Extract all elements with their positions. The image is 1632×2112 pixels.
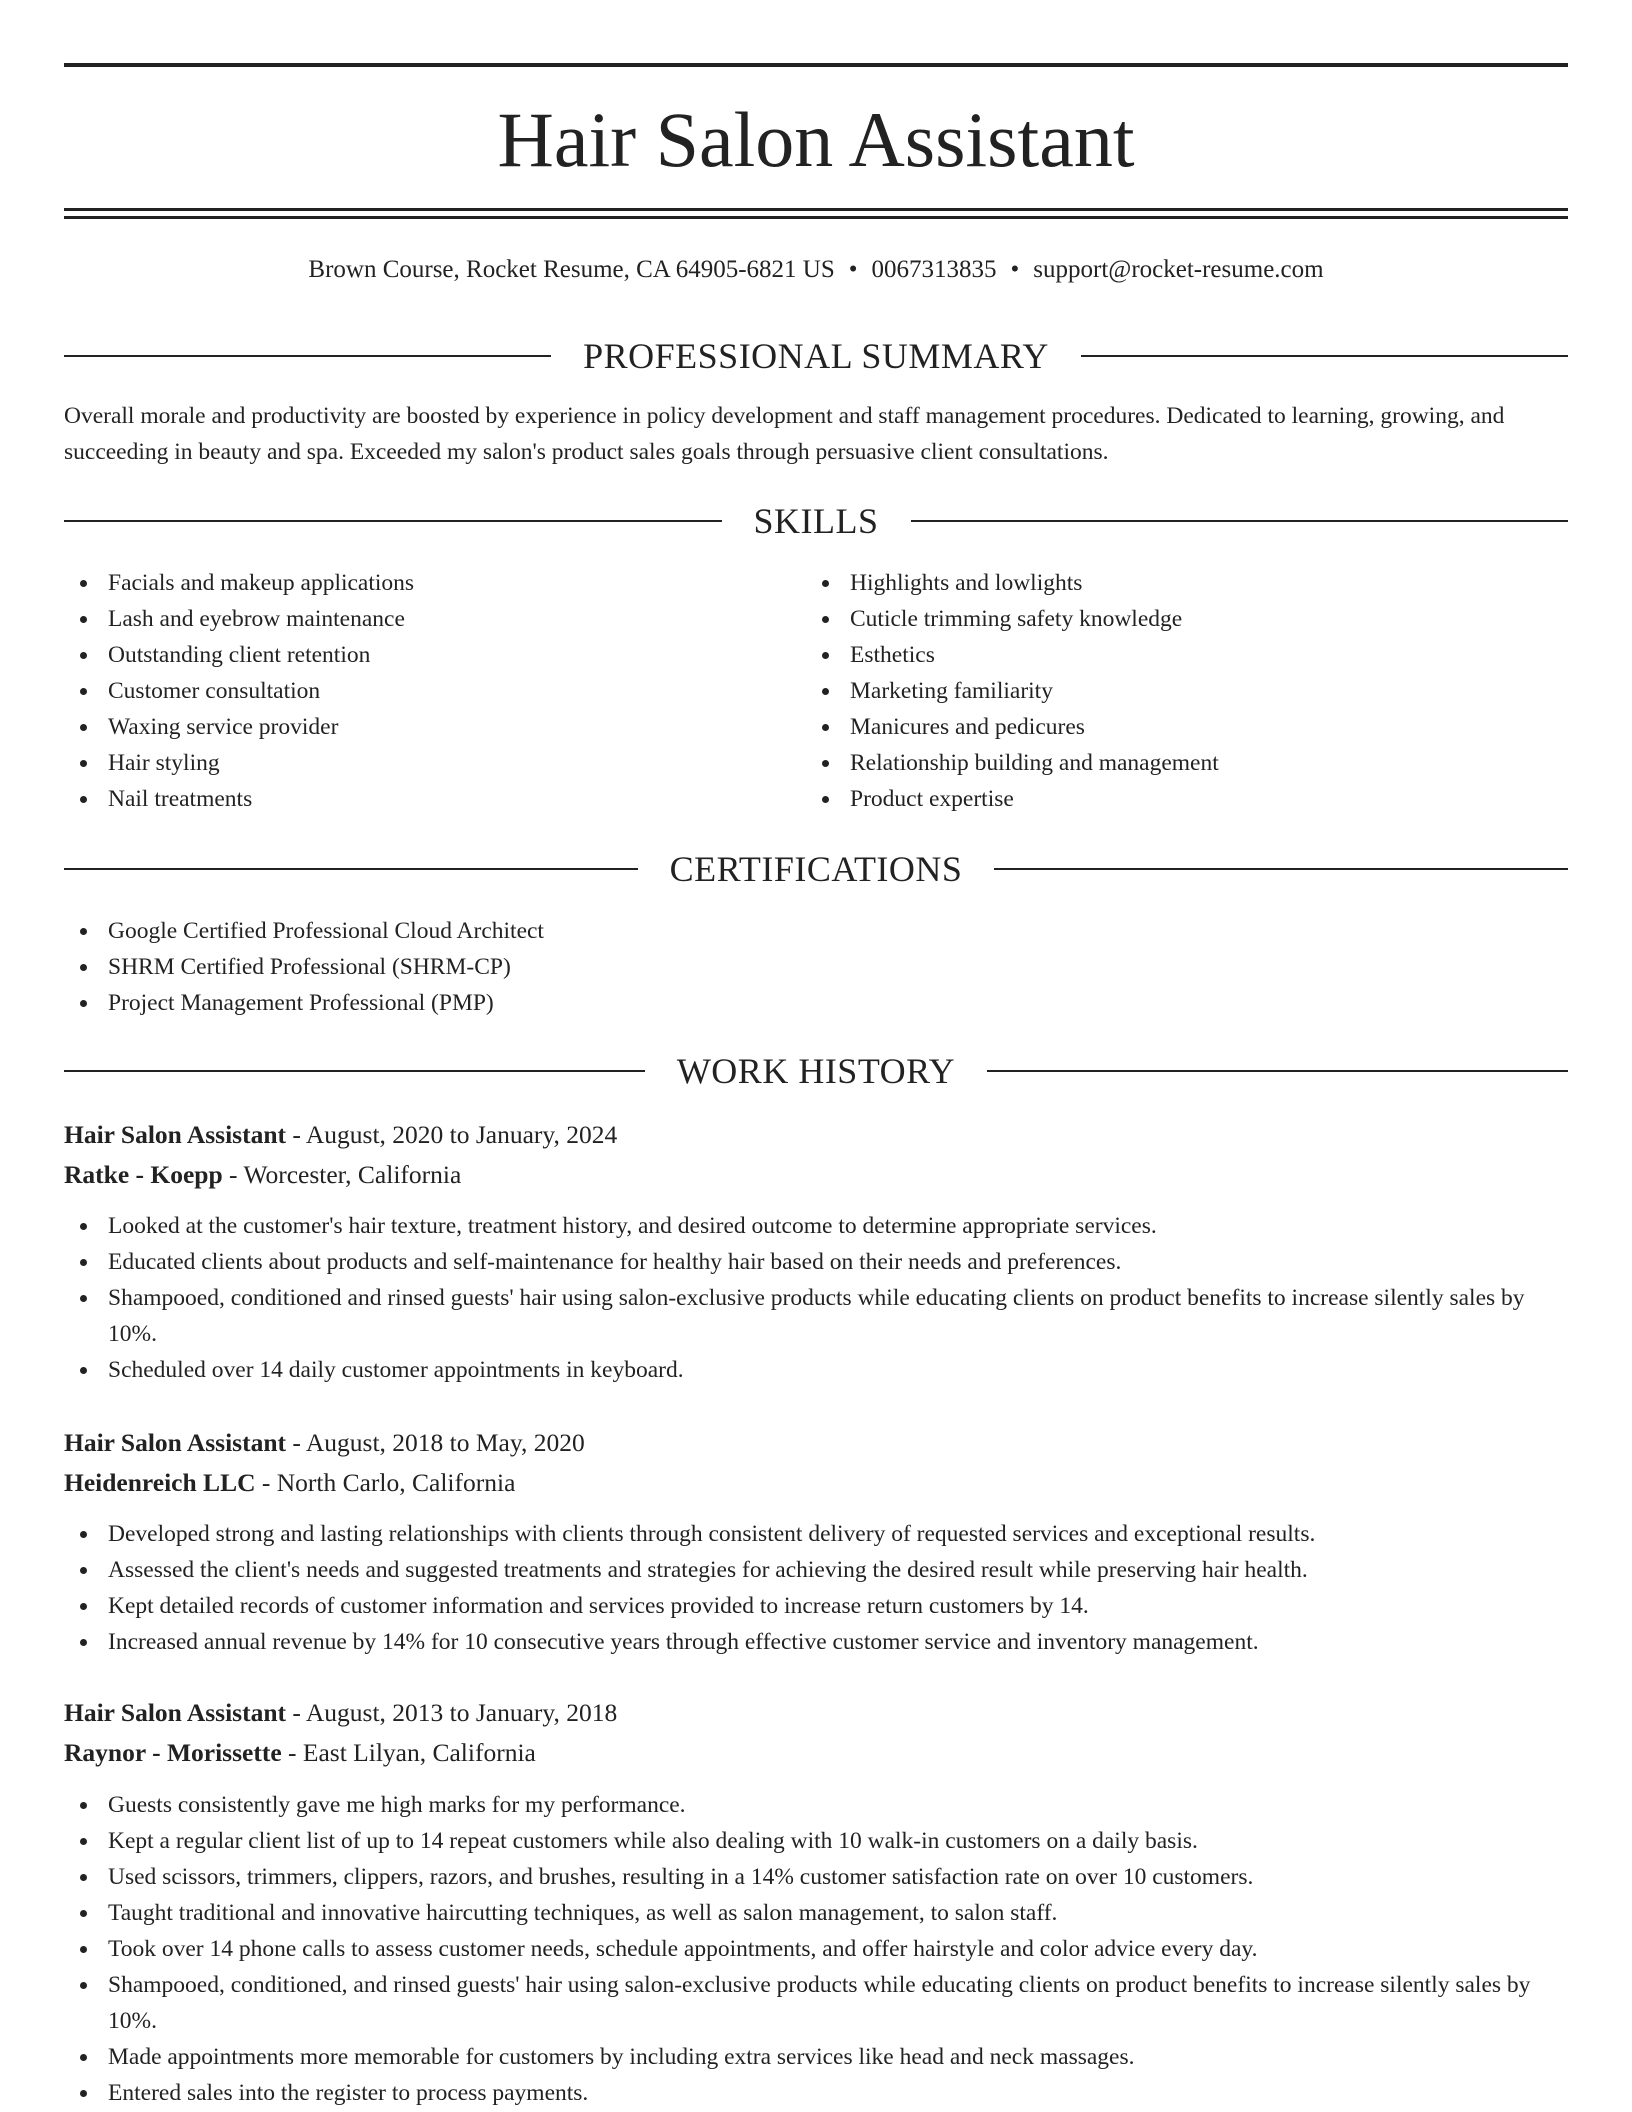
section-heading-skills (64, 499, 1568, 543)
job-duties (64, 1208, 1568, 1388)
section-heading-certifications (64, 847, 1568, 891)
skill-item: Highlights and lowlights (806, 565, 1546, 601)
skill-item: Nail treatments (64, 781, 804, 817)
job-duty-item: Kept detailed records of customer information and services provided to increase return customers by 14. (64, 1588, 1568, 1624)
job-company: Ratke - Koepp (64, 1160, 223, 1189)
job-title: Hair Salon Assistant (64, 1428, 287, 1457)
skill-item: Lash and eyebrow maintenance (64, 601, 804, 637)
job-company-line (64, 1157, 1568, 1193)
summary-text: Overall morale and productivity are boosted by experience in policy development and staff management procedures. Dedicated to learning, growing, and succeeding in beauty and spa. Exceeded my salon's product sales goals through persuasive client consultations. (64, 403, 1505, 465)
job-duty-item: Kept a regular client list of up to 14 repeat customers while also dealing with 10 walk-in customers on a daily basis. (64, 1823, 1568, 1859)
heading-rule-left (64, 355, 551, 357)
job-dates: - August, 2013 to January, 2018 (286, 1698, 618, 1727)
skills-column-left (64, 565, 804, 817)
skill-item: Customer consultation (64, 673, 804, 709)
heading-rule-left (64, 868, 638, 870)
skill-item: Cuticle trimming safety knowledge (806, 601, 1546, 637)
section-heading-work-history (64, 1049, 1568, 1093)
job-duty-item: Taught traditional and innovative haircutting techniques, as well as salon management, to salon staff. (64, 1895, 1568, 1931)
heading-rule-left (64, 520, 722, 522)
job-duty-item: Developed strong and lasting relationships with clients through consistent delivery of requested services and exceptional results. (64, 1516, 1568, 1552)
contact-separator: • (848, 256, 858, 283)
job-duties-list (64, 1516, 1568, 1660)
contact-email[interactable]: support@rocket-resume.com (1033, 256, 1324, 283)
summary-heading: PROFESSIONAL SUMMARY (583, 336, 1049, 376)
heading-rule-left (64, 1070, 645, 1072)
job-dates: - August, 2020 to January, 2024 (286, 1120, 618, 1149)
contact-line (64, 254, 1568, 286)
header-double-rule-lower (64, 216, 1568, 219)
skills-list-right (806, 565, 1546, 817)
job-duty-item: Assessed the client's needs and suggested treatments and strategies for achieving the desired result while preserving hair health. (64, 1552, 1568, 1588)
job-location: - East Lilyan, California (281, 1738, 536, 1767)
job-company-line (64, 1465, 1568, 1501)
certifications-block (64, 913, 1568, 1021)
heading-rule-right (911, 520, 1569, 522)
job-duties (64, 1516, 1568, 1660)
skill-item: Waxing service provider (64, 709, 804, 745)
skill-item: Relationship building and management (806, 745, 1546, 781)
job-duty-item: Took over 14 phone calls to assess customer needs, schedule appointments, and offer hairstyle and color advice every day. (64, 1931, 1568, 1967)
job-title-line (64, 1425, 1568, 1461)
skill-item: Manicures and pedicures (806, 709, 1546, 745)
job-location: - North Carlo, California (255, 1468, 516, 1497)
job-duty-item: Educated clients about products and self-maintenance for healthy hair based on their needs and preferences. (64, 1244, 1568, 1280)
job-duty-item: Looked at the customer's hair texture, treatment history, and desired outcome to determine appropriate services. (64, 1208, 1568, 1244)
section-heading-summary (64, 334, 1568, 378)
job-duties (64, 1787, 1568, 2111)
job-duty-item: Shampooed, conditioned and rinsed guests' hair using salon-exclusive products while educating clients on product benefits to increase silently sales by 10%. (64, 1280, 1568, 1352)
job-title-line (64, 1695, 1568, 1731)
work-heading: WORK HISTORY (676, 1051, 956, 1091)
heading-rule-right (1081, 355, 1568, 357)
contact-address: Brown Course, Rocket Resume, CA 64905-6821 US (308, 256, 835, 283)
job-location: - Worcester, California (222, 1160, 462, 1189)
job-duty-item: Entered sales into the register to process payments. (64, 2075, 1568, 2111)
job-title-line (64, 1117, 1568, 1153)
skills-heading: SKILLS (753, 501, 879, 541)
job-dates: - August, 2018 to May, 2020 (286, 1428, 585, 1457)
certifications-list (64, 913, 1568, 1021)
resume-title: Hair Salon Assistant (497, 96, 1135, 183)
skill-item: Facials and makeup applications (64, 565, 804, 601)
skill-item: Product expertise (806, 781, 1546, 817)
header-top-rule (64, 63, 1568, 67)
certification-item: Project Management Professional (PMP) (64, 985, 1568, 1021)
heading-rule-right (987, 1070, 1568, 1072)
job-title: Hair Salon Assistant (64, 1698, 287, 1727)
job-duty-item: Guests consistently gave me high marks for my performance. (64, 1787, 1568, 1823)
job-duty-item: Shampooed, conditioned, and rinsed guests' hair using salon-exclusive products while educating clients on product benefits to increase silently sales by 10%. (64, 1967, 1568, 2039)
job-duties-list (64, 1208, 1568, 1388)
job-duty-item: Used scissors, trimmers, clippers, razors, and brushes, resulting in a 14% customer satisfaction rate on over 10 customers. (64, 1859, 1568, 1895)
job-title: Hair Salon Assistant (64, 1120, 287, 1149)
job-company: Heidenreich LLC (64, 1468, 256, 1497)
job-duty-item: Increased annual revenue by 14% for 10 consecutive years through effective customer service and inventory management. (64, 1624, 1568, 1660)
contact-phone: 0067313835 (871, 256, 997, 283)
heading-rule-right (994, 868, 1568, 870)
contact-separator: • (1010, 256, 1020, 283)
job-duty-item: Scheduled over 14 daily customer appointments in keyboard. (64, 1352, 1568, 1388)
job-company-line (64, 1735, 1568, 1771)
skill-item: Marketing familiarity (806, 673, 1546, 709)
job-company: Raynor - Morissette (64, 1738, 282, 1767)
certifications-heading: CERTIFICATIONS (669, 849, 963, 889)
certification-item: SHRM Certified Professional (SHRM-CP) (64, 949, 1568, 985)
skills-list-left (64, 565, 804, 817)
skill-item: Outstanding client retention (64, 637, 804, 673)
job-duties-list (64, 1787, 1568, 2111)
skill-item: Esthetics (806, 637, 1546, 673)
header-double-rule-upper (64, 208, 1568, 211)
certification-item: Google Certified Professional Cloud Architect (64, 913, 1568, 949)
skill-item: Hair styling (64, 745, 804, 781)
job-duty-item: Made appointments more memorable for customers by including extra services like head and neck massages. (64, 2039, 1568, 2075)
skills-column-right (806, 565, 1546, 817)
